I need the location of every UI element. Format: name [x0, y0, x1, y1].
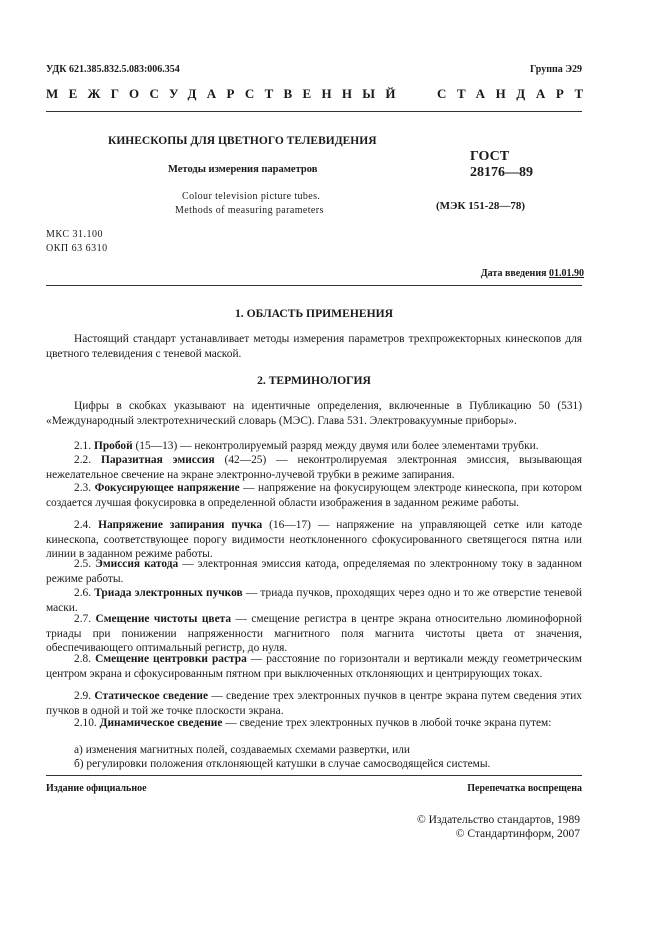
mks-code: МКС 31.100	[46, 229, 103, 240]
term-2-10: 2.10. Динамическое сведение — сведение трех электронных пучков в любой точке экрана путем:	[74, 717, 552, 729]
section1-heading: 1. ОБЛАСТЬ ПРИМЕНЕНИЯ	[234, 307, 394, 320]
term-2-4: 2.4. Напряжение запирания пучка (16—17) — напряжение на управляющей сетке или катоде кинескопа, соответствующее порогу видимости неотклоненного сфокусированного светящегося пятна или линии в заданном режиме работы.	[46, 519, 582, 560]
intro-date-value: 01.01.90	[549, 268, 584, 279]
official-edition: Издание официальное	[46, 783, 147, 794]
section2-intro: Цифры в скобках указывают на идентичные определения, включенные в Публикацию 50 (531) «Международный электротехнический словарь (МЭС). Глава 531. Электровакуумные приборы».	[46, 400, 582, 427]
term-2-3: 2.3. Фокусирующее напряжение — напряжение на фокусирующем электроде кинескопа, при котором создается лучшая фокусировка в определенной области изображения в заданном режиме работы.	[46, 482, 582, 509]
intro-rule	[46, 285, 582, 286]
list-item-a: а) изменения магнитных полей, создаваемых схемами развертки, или	[74, 744, 411, 756]
term-2-7: 2.7. Смещение чистоты цвета — смещение регистра в центре экрана относительно люминофорной триады при понижении напряженности магнитного поля магнита чистоты цвета от значения, обеспечивающего оптимальный регистр, до нуля.	[46, 613, 582, 654]
term-2-5: 2.5. Эмиссия катода — электронная эмиссия катода, определяемая по электронному току в заданном режиме работы.	[46, 558, 582, 585]
term-2-1: 2.1. Пробой (15—13) — неконтролируемый разряд между двумя или более элементами трубки.	[74, 440, 539, 452]
reprint-notice: Перепечатка воспрещена	[467, 783, 582, 794]
english-title-1: Colour television picture tubes.	[182, 191, 321, 202]
intro-date	[481, 268, 584, 279]
doc-title: КИНЕСКОПЫ ДЛЯ ЦВЕТНОГО ТЕЛЕВИДЕНИЯ	[108, 135, 377, 147]
term-2-2: 2.2. Паразитная эмиссия (42—25) — неконтролируемая электронная эмиссия, вызывающая нежелательное свечение на экране электронно-лучевой трубки в режиме запирания.	[46, 454, 582, 481]
banner-right: СТАНДАРТ	[437, 86, 594, 101]
intro-date-label: Дата введения	[480, 268, 547, 279]
doc-subtitle: Методы измерения параметров	[168, 164, 318, 175]
okp-code: ОКП 63 6310	[46, 243, 108, 254]
gost-number: 28176—89	[470, 165, 533, 180]
list-item-b: б) регулировки положения отклоняющей катушки в случае самосводящейся системы.	[74, 758, 491, 770]
term-2-8: 2.8. Смещение центровки растра — расстояние по горизонтали и вертикали между геометрическим центром экрана и сфокусированным пятном при выключенных отклоняющих и центрирующих токах.	[46, 653, 582, 680]
banner-left: МЕЖГОСУДАРСТВЕННЫЙ	[46, 86, 406, 101]
term-2-6: 2.6. Триада электронных пучков — триада пучков, проходящих через одно и то же отверстие теневой маски.	[46, 587, 583, 614]
footer-rule	[46, 775, 582, 776]
copyright-1: © Издательство стандартов, 1989	[416, 814, 580, 826]
copyright-2: © Стандартинформ, 2007	[455, 828, 580, 840]
udk-code: УДК 621.385.832.5.083:006.354	[46, 64, 180, 75]
group-code: Группа Э29	[530, 64, 582, 75]
gost-label: ГОСТ	[470, 149, 510, 164]
term-2-9: 2.9. Статическое сведение — сведение трех электронных пучков в центре экрана путем сведения этих пучков в одной и той же точке плоскости экрана.	[46, 690, 582, 717]
iec-number: (МЭК 151-28—78)	[436, 200, 526, 212]
english-title-2: Methods of measuring parameters	[175, 205, 324, 216]
header-rule	[46, 111, 582, 112]
section2-heading: 2. ТЕРМИНОЛОГИЯ	[257, 374, 371, 387]
section1-text: Настоящий стандарт устанавливает методы измерения параметров трехпрожекторных кинескопов для цветного телевидения с теневой маской.	[46, 333, 582, 360]
